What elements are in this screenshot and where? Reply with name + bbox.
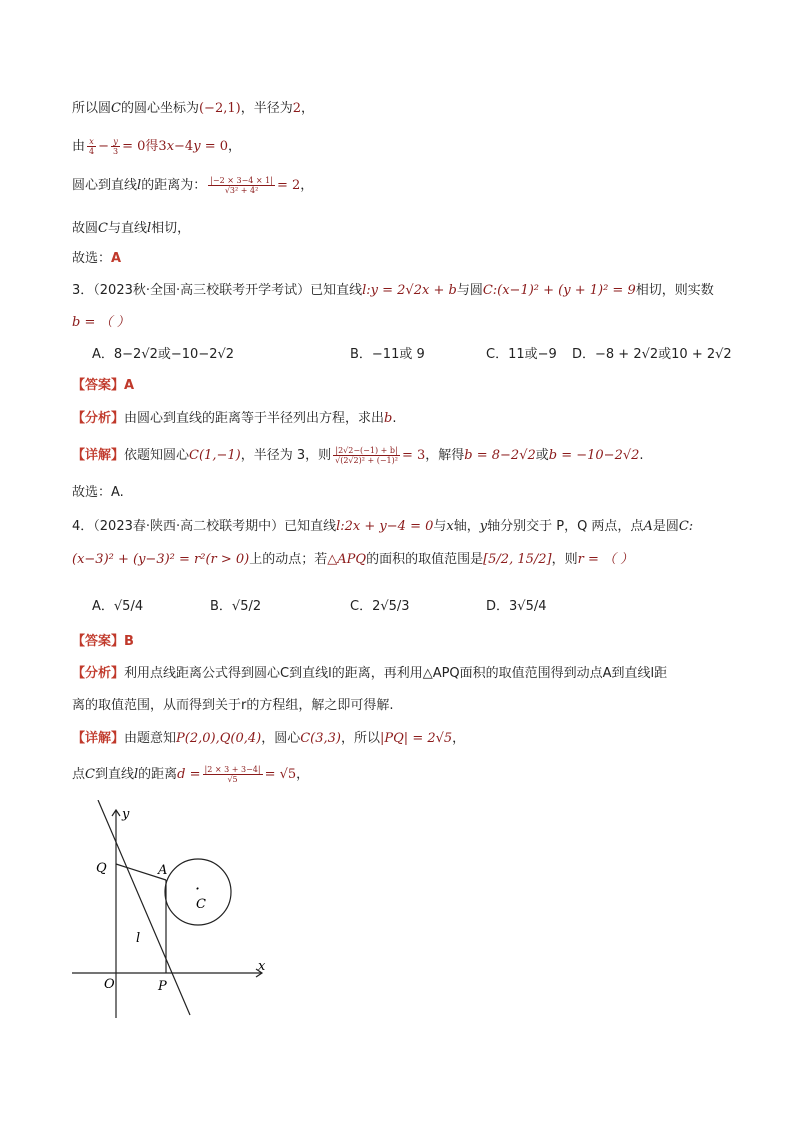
q3-circle-equation: C:(x−1)² + (y + 1)² = 9 — [482, 283, 636, 298]
math-var: x — [166, 139, 175, 154]
text-line-line-equation: 由 $\frac{x}{4}$ − $\frac{y}{3}$ = 0得3x−4y = 0， — [72, 137, 242, 156]
q4-option-a[interactable] — [92, 598, 143, 616]
math-expr: C(1,−1) — [189, 448, 241, 463]
text: 的圆心坐标为 — [120, 101, 199, 116]
analysis-label: 【分析】 — [72, 411, 125, 426]
text: ，则 — [551, 552, 578, 567]
text: 圆心到直线 — [72, 178, 138, 193]
label-c: C — [196, 897, 206, 912]
text: ， — [452, 731, 466, 746]
frac-num: y — [111, 137, 120, 147]
math-expr: |PQ| = 2√5 — [380, 731, 453, 746]
text: 的面积的取值范围是 — [366, 552, 484, 567]
label-y: y — [122, 807, 130, 822]
q3-head: 3．（2023秋·全国·高三校联考开学考试）已知直线 — [72, 283, 363, 298]
option-text: A．√5/4 — [92, 599, 144, 614]
q3-detail — [72, 446, 644, 465]
text: 相切，则实数 — [635, 283, 714, 298]
detail-label: 【详解】 — [72, 731, 125, 746]
label-c-dot: · — [195, 879, 201, 898]
text: 依题知圆心 — [124, 448, 190, 463]
text: 与圆 — [456, 283, 483, 298]
text: ， — [296, 767, 310, 782]
text-line-tangent — [72, 220, 190, 238]
analysis-text: 利用点线距离公式得到圆心C到直线l的距离，再利用△APQ面积的取值范围得到动点A到直线l距 — [124, 666, 668, 681]
math-expr: = 0得3 — [122, 139, 167, 154]
option-text: B．√5/2 — [210, 599, 262, 614]
q4-option-d[interactable] — [486, 598, 547, 616]
text: ，所以 — [341, 731, 381, 746]
label-p: P — [158, 979, 167, 994]
text: . — [392, 411, 397, 426]
math-expr: d = — [177, 767, 201, 782]
math-expr: P(2,0),Q(0,4) — [176, 731, 262, 746]
analysis-label: 【分析】 — [72, 666, 125, 681]
text-line-circle-center — [72, 100, 314, 118]
q3-stem-line1 — [72, 282, 714, 300]
detail-label: 【详解】 — [72, 448, 125, 463]
math-expr: b = 8−2√2 — [464, 448, 536, 463]
math-expr: (−2,1) — [198, 101, 241, 116]
text: 轴， — [453, 519, 480, 534]
math-var: y — [193, 139, 201, 154]
q4-line-equation: l:2x + y−4 = 0 — [336, 519, 434, 534]
frac-num: |2√2−(−1) + b| — [333, 446, 400, 456]
math-var: y — [479, 519, 488, 534]
text: ， — [228, 139, 242, 154]
text: ，圆心 — [261, 731, 301, 746]
text-line-choose — [72, 250, 121, 268]
q4-head: 4．（2023春·陕西·高二校联考期中）已知直线 — [72, 519, 337, 534]
q4-option-b[interactable] — [210, 598, 261, 616]
q3-blank: b = （ ） — [72, 315, 130, 330]
fraction-q3-distance — [333, 446, 400, 465]
math-interval: [5/2, 15/2] — [483, 552, 552, 567]
math-expr: = 3 — [401, 448, 426, 463]
frac-num: |−2 × 3−4 × 1| — [210, 176, 273, 185]
q3-option-d[interactable] — [572, 346, 732, 364]
text: 的距离为： — [141, 178, 207, 193]
text: ， — [300, 178, 314, 193]
math-var: C: — [678, 519, 694, 534]
q4-analysis-line2 — [72, 697, 393, 715]
frac-den: √3² + 4² — [224, 186, 259, 195]
math-var: l — [146, 221, 152, 236]
answer-letter: B — [124, 634, 134, 649]
math-var: l — [137, 178, 142, 193]
text: 的距离 — [138, 767, 178, 782]
analysis-text: 离的取值范围，从而得到关于r的方程组，解之即可得解. — [72, 698, 394, 713]
option-text: C．2√5/3 — [350, 599, 410, 614]
q4-distance — [72, 765, 309, 784]
text: 点 — [72, 767, 86, 782]
math-expr: −4 — [174, 139, 194, 154]
q3-line-equation: l:y = 2√2x + b — [362, 283, 457, 298]
text: 到直线 — [94, 767, 134, 782]
q3-analysis — [72, 410, 397, 428]
label-q: Q — [96, 861, 107, 876]
math-expr: = 0 — [200, 139, 228, 154]
math-var: x — [446, 519, 454, 534]
fraction-q4-distance — [203, 765, 263, 784]
math-var: l — [133, 767, 139, 782]
math-var: C — [85, 767, 95, 782]
frac-den: √(2√2)² + (−1)² — [335, 456, 398, 465]
text: 由题意知 — [124, 731, 177, 746]
q3-choose — [72, 484, 124, 502]
q4-answer — [72, 633, 134, 651]
option-text: C．11或−9 — [486, 347, 557, 362]
text: 是圆 — [652, 519, 679, 534]
frac-num: |2 × 3 + 3−4| — [204, 765, 261, 774]
option-text: A．8−2√2或−10−2√2 — [92, 347, 235, 362]
analysis-text: 由圆心到直线的距离等于半径列出方程，求出 — [124, 411, 385, 426]
frac-den: 4 — [89, 147, 95, 156]
q4-stem-line1 — [72, 518, 693, 536]
label-l: l — [136, 931, 141, 946]
option-text: B．−11或 9 — [350, 347, 425, 362]
math-expr: 2 — [292, 101, 301, 116]
q4-option-c[interactable] — [350, 598, 410, 616]
q3-option-c[interactable] — [486, 346, 557, 364]
text: 上的动点；若 — [249, 552, 328, 567]
option-text: D．−8 + 2√2或10 + 2√2 — [572, 347, 732, 362]
label-a: A — [158, 863, 168, 878]
frac-den: 3 — [113, 147, 119, 156]
math-var: A — [643, 519, 653, 534]
math-var: C — [98, 221, 108, 236]
text: 与直线 — [107, 221, 147, 236]
label-o: O — [104, 977, 115, 992]
math-var: b — [384, 411, 393, 426]
frac-num: x — [87, 137, 96, 147]
text: 故圆 — [72, 221, 99, 236]
q3-option-b[interactable] — [350, 346, 425, 364]
frac-den: √5 — [227, 775, 238, 784]
text: ， — [301, 101, 315, 116]
q3-stem-line2 — [72, 314, 130, 332]
option-text: D．3√5/4 — [486, 599, 547, 614]
answer-label: 【答案】 — [72, 634, 125, 649]
q4-stem-line2 — [72, 551, 633, 569]
text: 所以圆 — [72, 101, 112, 116]
geometry-figure — [62, 800, 282, 1030]
answer-letter: A — [124, 378, 135, 393]
fraction-x4 — [87, 137, 96, 156]
text: 故选：A. — [72, 485, 124, 500]
q3-option-a[interactable] — [92, 346, 234, 364]
text: 轴分别交于 P，Q 两点，点 — [487, 519, 644, 534]
math-var: C — [111, 101, 121, 116]
answer-label: 【答案】 — [72, 378, 125, 393]
text: 或 — [535, 448, 549, 463]
math-expr: △APQ — [327, 552, 367, 567]
q4-blank: r = （ ） — [577, 552, 634, 567]
text: 与 — [433, 519, 447, 534]
text: ，半径为 — [240, 101, 293, 116]
answer-letter: A — [111, 251, 122, 266]
math-expr: b = −10−2√2 — [548, 448, 640, 463]
math-expr: C(3,3) — [300, 731, 341, 746]
text: ，解得 — [425, 448, 465, 463]
math-expr: = √5 — [264, 767, 297, 782]
text: . — [639, 448, 644, 463]
text-line-distance — [72, 176, 313, 195]
q4-detail — [72, 730, 465, 748]
q4-circle-equation: (x−3)² + (y−3)² = r²(r > 0) — [72, 552, 250, 567]
text: 故选： — [72, 251, 112, 266]
q4-analysis-line1 — [72, 665, 667, 683]
q3-answer — [72, 377, 134, 395]
fraction-y3 — [111, 137, 120, 156]
text: 相切， — [151, 221, 191, 236]
math-expr: = 2 — [276, 178, 301, 193]
label-x: x — [258, 959, 266, 974]
text: 由 — [72, 139, 86, 154]
fraction-distance — [208, 176, 275, 195]
text: ，半径为 3，则 — [240, 448, 332, 463]
